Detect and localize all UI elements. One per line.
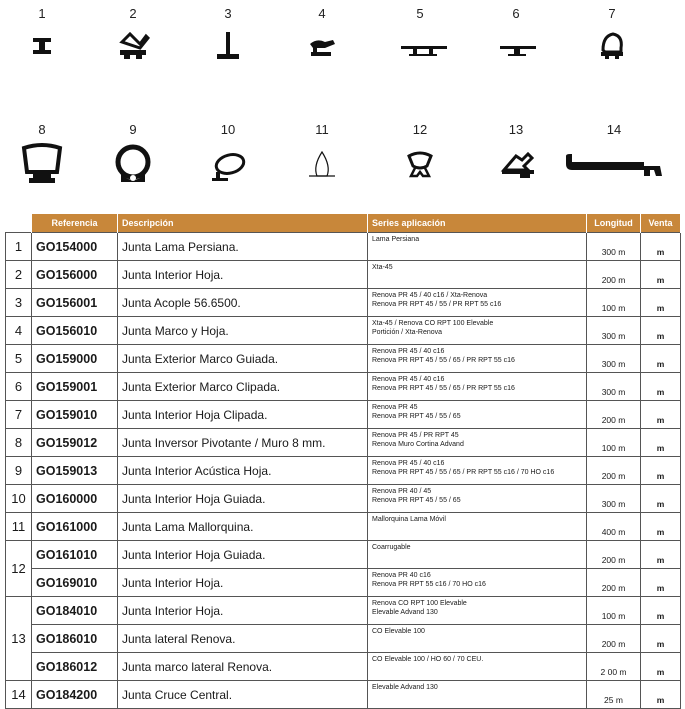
table-header [6, 214, 681, 233]
header-venta: Venta [641, 214, 681, 233]
profile-14-icon [564, 152, 668, 182]
reference-code: GO156010 [32, 317, 118, 345]
table-body [6, 233, 681, 709]
profile-12-icon [405, 148, 435, 182]
series-application [368, 429, 587, 457]
header-referencia: Referencia [32, 214, 118, 233]
series-application [368, 597, 587, 625]
length-value: 200 m [587, 401, 641, 429]
sale-unit: m [641, 485, 681, 513]
series-line: Renova PR RPT 45 / 55 / PR RPT 55 c16 [372, 301, 502, 308]
series-application [368, 485, 587, 513]
header-blank [6, 214, 32, 233]
description: Junta lateral Renova. [118, 625, 368, 653]
table-row [6, 345, 681, 373]
series-application [368, 373, 587, 401]
description: Junta Interior Hoja Clipada. [118, 401, 368, 429]
length-value: 200 m [587, 261, 641, 289]
profile-number: 13 [508, 122, 524, 137]
table-row [6, 261, 681, 289]
sale-unit: m [641, 429, 681, 457]
profile-number: 9 [129, 122, 137, 137]
sale-unit: m [641, 569, 681, 597]
series-application [368, 653, 587, 681]
description: Junta Interior Hoja. [118, 261, 368, 289]
series-application [368, 681, 587, 709]
length-value: 400 m [587, 513, 641, 541]
series-line: Renova PR 45 / 40 c16 [372, 348, 445, 355]
series-line: Renova PR RPT 45 / 55 / 65 / PR RPT 55 c16 [372, 385, 515, 392]
description: Junta Lama Persiana. [118, 233, 368, 261]
length-value: 200 m [587, 569, 641, 597]
reference-code: GO186010 [32, 625, 118, 653]
sale-unit: m [641, 261, 681, 289]
table-row [6, 429, 681, 457]
length-value: 300 m [587, 317, 641, 345]
table-row [6, 681, 681, 709]
table-row [6, 401, 681, 429]
series-line: Renova PR 40 / 45 [372, 488, 432, 495]
profile-number: 6 [512, 6, 520, 21]
series-line: Renova PR RPT 45 / 55 / 65 / PR RPT 55 c16 / 70 HO c16 [372, 469, 555, 476]
reference-code: GO159010 [32, 401, 118, 429]
length-value: 300 m [587, 345, 641, 373]
series-line: Mallorquina Lama Móvil [372, 516, 446, 523]
profile-5-icon [399, 42, 449, 58]
series-application [368, 233, 587, 261]
description: Junta Inversor Pivotante / Muro 8 mm. [118, 429, 368, 457]
series-line: CO Elevable 100 / HO 60 / 70 CEU. [372, 656, 484, 663]
profile-9-icon [113, 142, 153, 188]
series-application [368, 569, 587, 597]
length-value: 200 m [587, 541, 641, 569]
row-number: 7 [6, 401, 32, 429]
table-row [6, 233, 681, 261]
row-number: 1 [6, 233, 32, 261]
sale-unit: m [641, 597, 681, 625]
length-value: 300 m [587, 233, 641, 261]
profile-13-icon [498, 148, 538, 182]
series-line: Renova PR 45 / 40 c16 / Xta-Renova [372, 292, 488, 299]
table-row [6, 597, 681, 625]
sale-unit: m [641, 289, 681, 317]
length-value: 300 m [587, 485, 641, 513]
row-number: 14 [6, 681, 32, 709]
profile-2-icon [116, 30, 150, 62]
description: Junta Exterior Marco Clipada. [118, 373, 368, 401]
series-line: Xta-45 / Renova CO RPT 100 Elevable [372, 320, 494, 327]
series-line: Renova PR 45 / 40 c16 [372, 460, 445, 467]
length-value: 2 00 m [587, 653, 641, 681]
profile-number: 10 [220, 122, 236, 137]
reference-code: GO161010 [32, 541, 118, 569]
row-number: 10 [6, 485, 32, 513]
series-line: Portición / Xta-Renova [372, 329, 443, 336]
series-line: Renova PR 45 [372, 404, 418, 411]
description: Junta Exterior Marco Guiada. [118, 345, 368, 373]
reference-code: GO154000 [32, 233, 118, 261]
row-number: 9 [6, 457, 32, 485]
series-application [368, 261, 587, 289]
series-application [368, 625, 587, 653]
row-number: 2 [6, 261, 32, 289]
series-application [368, 289, 587, 317]
length-value: 100 m [587, 597, 641, 625]
profile-1-icon [31, 36, 53, 56]
reference-code: GO184200 [32, 681, 118, 709]
description: Junta Lama Mallorquina. [118, 513, 368, 541]
sale-unit: m [641, 317, 681, 345]
table-row [6, 541, 681, 569]
row-number: 11 [6, 513, 32, 541]
table-row [6, 457, 681, 485]
row-number: 3 [6, 289, 32, 317]
profile-6-icon [498, 42, 538, 58]
table-row [6, 289, 681, 317]
profile-number: 12 [412, 122, 428, 137]
series-line: Coarrugable [372, 544, 411, 551]
header-series: Series aplicación [368, 214, 587, 233]
length-value: 200 m [587, 457, 641, 485]
profile-4-icon [307, 36, 337, 60]
description: Junta Acople 56.6500. [118, 289, 368, 317]
row-number: 4 [6, 317, 32, 345]
series-application [368, 541, 587, 569]
series-line: Renova CO RPT 100 Elevable [372, 600, 467, 607]
description: Junta Interior Hoja Guiada. [118, 485, 368, 513]
table-row [6, 317, 681, 345]
length-value: 100 m [587, 289, 641, 317]
sale-unit: m [641, 233, 681, 261]
series-line: Renova PR RPT 45 / 55 / 65 [372, 413, 461, 420]
profile-number: 5 [416, 6, 424, 21]
reference-code: GO159013 [32, 457, 118, 485]
series-line: Renova Muro Cortina Advand [372, 441, 464, 448]
table-row [6, 625, 681, 653]
profile-11-icon [307, 150, 337, 182]
reference-code: GO159012 [32, 429, 118, 457]
table-row [6, 513, 681, 541]
header-descripcion: Descripción [118, 214, 368, 233]
sale-unit: m [641, 625, 681, 653]
series-line: Renova PR 45 / 40 c16 [372, 376, 445, 383]
length-value: 100 m [587, 429, 641, 457]
series-application [368, 345, 587, 373]
reference-code: GO156000 [32, 261, 118, 289]
row-number: 6 [6, 373, 32, 401]
profile-8-icon [19, 142, 65, 190]
series-application [368, 457, 587, 485]
reference-code: GO169010 [32, 569, 118, 597]
description: Junta Interior Hoja. [118, 597, 368, 625]
series-line: Renova PR RPT 45 / 55 / 65 / PR RPT 55 c16 [372, 357, 515, 364]
length-value: 25 m [587, 681, 641, 709]
description: Junta Interior Hoja Guiada. [118, 541, 368, 569]
reference-code: GO161000 [32, 513, 118, 541]
series-line: Renova PR 40 c16 [372, 572, 431, 579]
table-row [6, 653, 681, 681]
series-application [368, 513, 587, 541]
profile-number: 2 [129, 6, 137, 21]
gasket-table [5, 214, 681, 709]
description: Junta Interior Hoja. [118, 569, 368, 597]
row-number: 12 [6, 541, 32, 597]
reference-code: GO160000 [32, 485, 118, 513]
header-longitud: Longitud [587, 214, 641, 233]
profile-number: 8 [38, 122, 46, 137]
row-number: 8 [6, 429, 32, 457]
profile-number: 14 [606, 122, 622, 137]
profile-number: 7 [608, 6, 616, 21]
profile-3-icon [214, 30, 242, 62]
description: Junta marco lateral Renova. [118, 653, 368, 681]
series-application [368, 401, 587, 429]
row-number: 5 [6, 345, 32, 373]
description: Junta Marco y Hoja. [118, 317, 368, 345]
length-value: 200 m [587, 625, 641, 653]
sale-unit: m [641, 457, 681, 485]
reference-code: GO159000 [32, 345, 118, 373]
sale-unit: m [641, 541, 681, 569]
series-application [368, 317, 587, 345]
series-line: Lama Persiana [372, 236, 420, 243]
length-value: 300 m [587, 373, 641, 401]
sale-unit: m [641, 373, 681, 401]
series-line: Elevable Advand 130 [372, 609, 438, 616]
table-row [6, 569, 681, 597]
series-line: CO Elevable 100 [372, 628, 425, 635]
sale-unit: m [641, 681, 681, 709]
description: Junta Interior Acústica Hoja. [118, 457, 368, 485]
sale-unit: m [641, 345, 681, 373]
sale-unit: m [641, 401, 681, 429]
series-line: Renova PR 45 / PR RPT 45 [372, 432, 459, 439]
description: Junta Cruce Central. [118, 681, 368, 709]
profile-gallery [0, 0, 685, 205]
row-number: 13 [6, 597, 32, 681]
profile-10-icon [208, 150, 248, 184]
series-line: Elevable Advand 130 [372, 684, 438, 691]
reference-code: GO156001 [32, 289, 118, 317]
profile-number: 11 [315, 122, 329, 137]
profile-number: 1 [38, 6, 46, 21]
reference-code: GO159001 [32, 373, 118, 401]
profile-number: 4 [318, 6, 326, 21]
reference-code: GO186012 [32, 653, 118, 681]
profile-7-icon [597, 30, 627, 62]
series-line: Renova PR RPT 55 c16 / 70 HO c16 [372, 581, 486, 588]
sale-unit: m [641, 653, 681, 681]
series-line: Renova PR RPT 45 / 55 / 65 [372, 497, 461, 504]
reference-code: GO184010 [32, 597, 118, 625]
series-line: Xta-45 [372, 264, 393, 271]
sale-unit: m [641, 513, 681, 541]
table-row [6, 373, 681, 401]
profile-number: 3 [224, 6, 232, 21]
table-row [6, 485, 681, 513]
